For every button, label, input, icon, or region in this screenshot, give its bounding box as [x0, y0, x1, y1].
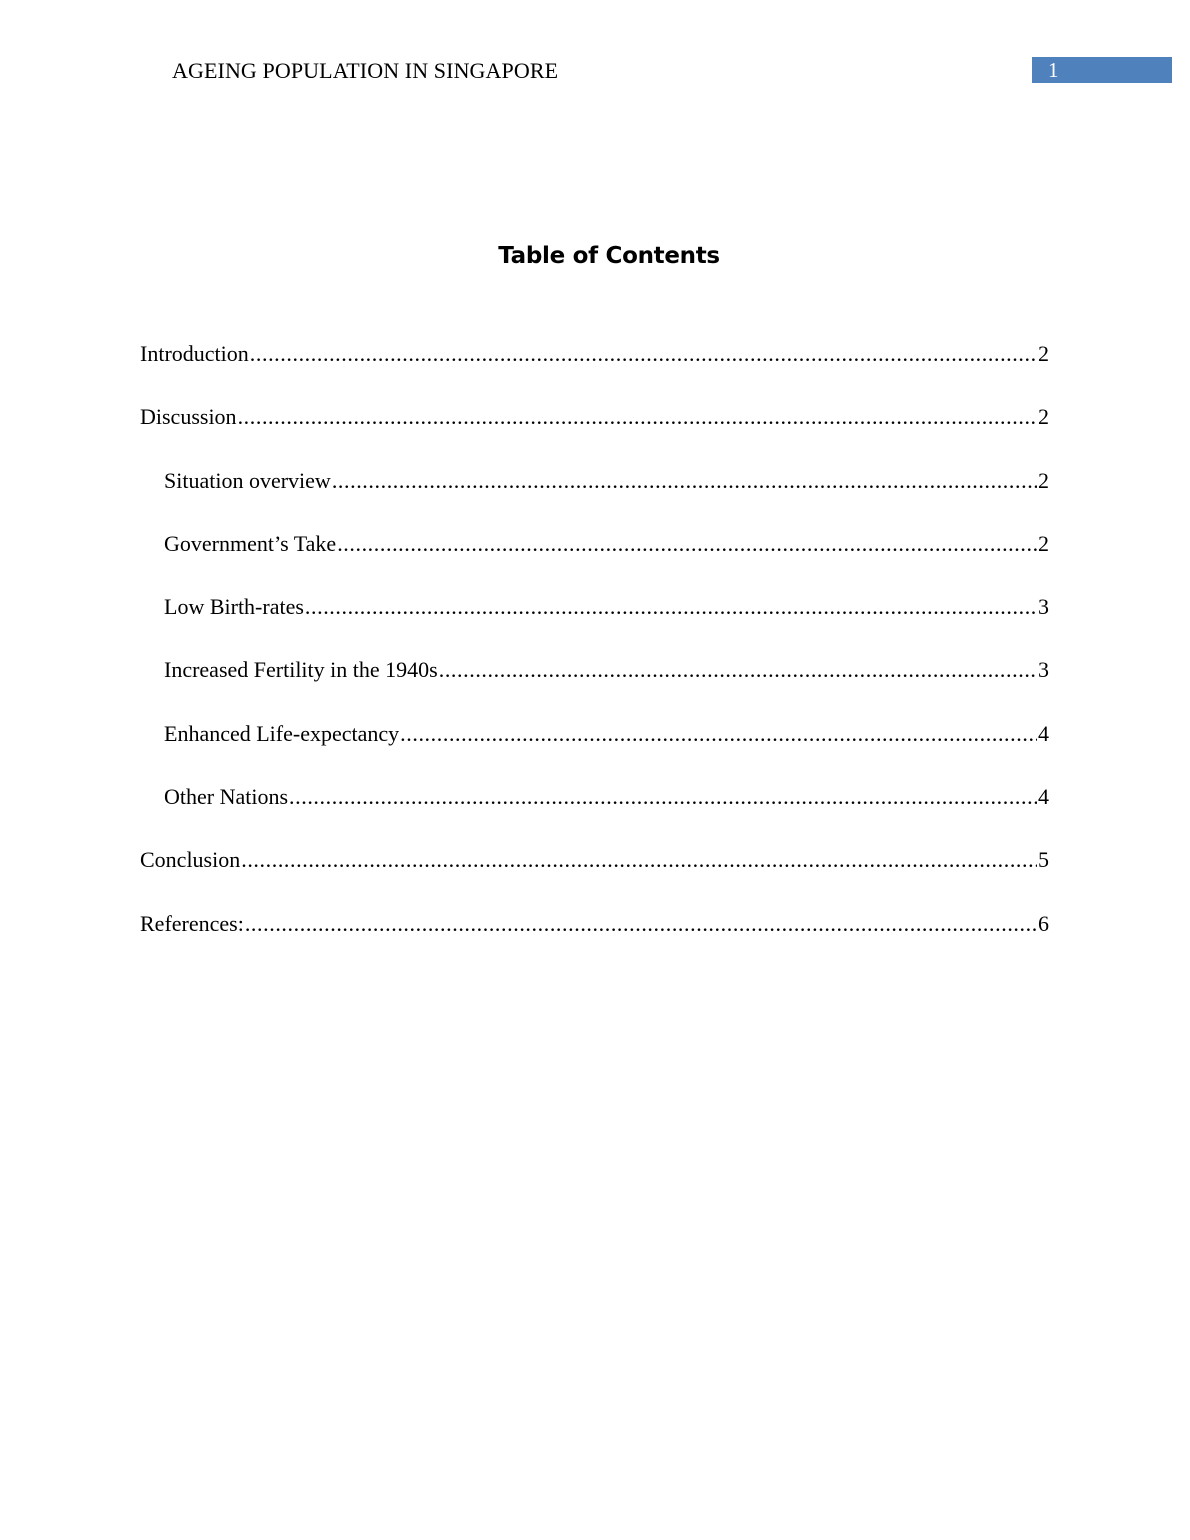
toc-dot-leader — [332, 465, 1037, 497]
toc-entry-label: Low Birth-rates — [164, 594, 304, 620]
toc-entry-enhanced-life-expectancy[interactable] — [140, 718, 1049, 781]
toc-title: Table of Contents — [498, 243, 720, 269]
toc-entry-governments-take[interactable] — [140, 528, 1049, 591]
toc-dot-leader — [400, 718, 1037, 750]
toc-entry-conclusion[interactable] — [140, 844, 1049, 907]
toc-entry-page: 2 — [1038, 467, 1049, 493]
toc-entry-page: 4 — [1038, 720, 1049, 746]
toc-entry-label: Enhanced Life-expectancy — [164, 720, 400, 746]
toc-entry-page: 2 — [1038, 404, 1049, 430]
toc-entry-label: Government’s Take — [164, 530, 337, 556]
toc-entry-label: Other Nations — [164, 784, 289, 810]
toc-entry-label: Situation overview — [164, 467, 331, 493]
toc-entry-page: 2 — [1038, 530, 1049, 556]
toc-entry-page: 5 — [1038, 847, 1049, 873]
toc-entry-introduction[interactable] — [140, 338, 1049, 401]
toc-dot-leader — [241, 844, 1037, 876]
toc-entry-page: 3 — [1038, 657, 1049, 683]
toc-entry-label: Conclusion — [140, 847, 241, 873]
toc-list — [140, 338, 1049, 971]
toc-dot-leader — [305, 591, 1037, 623]
toc-entry-label: Increased Fertility in the 1940s — [164, 657, 438, 683]
toc-entry-situation-overview[interactable] — [140, 465, 1049, 528]
toc-entry-page: 6 — [1038, 910, 1049, 936]
page-number: 1 — [1048, 58, 1059, 82]
page-number-badge — [1032, 57, 1172, 83]
toc-entry-page: 2 — [1038, 341, 1049, 366]
toc-dot-leader — [289, 781, 1037, 813]
toc-dot-leader — [245, 908, 1037, 940]
toc-entry-page: 3 — [1038, 594, 1049, 620]
toc-dot-leader — [250, 338, 1037, 370]
toc-entry-references[interactable] — [140, 908, 1049, 971]
running-head: AGEING POPULATION IN SINGAPORE — [172, 58, 559, 83]
toc-entry-label: References: — [140, 910, 244, 936]
toc-dot-leader — [439, 654, 1037, 686]
toc-entry-label: Discussion — [140, 404, 237, 430]
toc-entry-low-birth-rates[interactable] — [140, 591, 1049, 654]
toc-entry-label: Introduction — [140, 341, 249, 366]
toc-entry-page: 4 — [1038, 784, 1049, 810]
toc-dot-leader — [337, 528, 1037, 560]
toc-entry-discussion[interactable] — [140, 401, 1049, 464]
toc-entry-increased-fertility[interactable] — [140, 654, 1049, 717]
toc-entry-other-nations[interactable] — [140, 781, 1049, 844]
toc-dot-leader — [238, 401, 1037, 433]
